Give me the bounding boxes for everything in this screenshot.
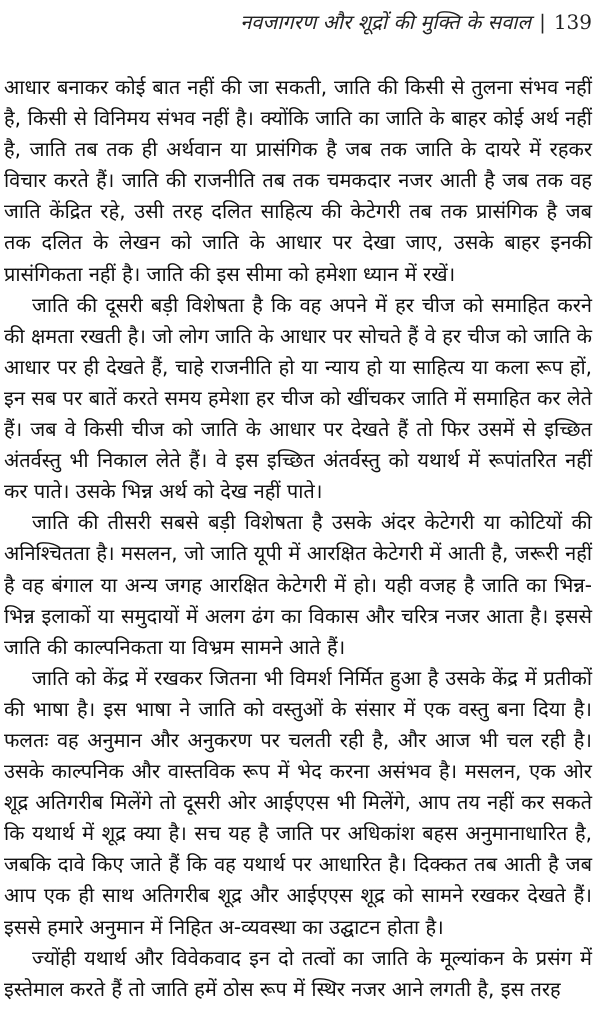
page-number: 139 <box>553 10 592 34</box>
running-head <box>4 8 592 48</box>
paragraph: ज्योंही यथार्थ और विवेकवाद इन दो तत्वों का जाति के मूल्यांकन के प्रसंग में इस्तेमाल करते हैं तो जाति हमें ठोस रूप में स्थिर नजर आने लगती है, इस तरह <box>4 945 592 1001</box>
paragraph: जाति को केंद्र में रखकर जितना भी विमर्श निर्मित हुआ है उसके केंद्र में प्रतीकों की भाषा है। इस भाषा ने जाति को वस्तुओं के संसार में एक वस्तु बना दिया है। फलतः वह अनुमान और अनुकरण पर चलती रही है, और आज भी चल रही है। उसके काल्पनिक और वास्तविक रूप में भेद करना असंभव है। मसलन, एक ओर शूद्र अतिगरीब मिलेंगे तो दूसरी ओर आईएएस भी मिलेंगे, आप तय नहीं कर सकते कि यथार्थ में शूद्र क्या है। सच यह है जाति पर अधिकांश बहस अनुमानाधारित है, जबकि दावे किए जाते हैं कि वह यथार्थ पर आधारित है। दिक्कत तब आती है जब आप एक ही साथ अतिगरीब शूद्र और आईएएस शूद्र को सामने रखकर देखते हैं। इससे हमारे अनुमान में निहित अ-व्यवस्था का उद्घाटन होता है। <box>4 665 592 939</box>
paragraph: जाति की तीसरी सबसे बड़ी विशेषता है उसके अंदर केटेगरी या कोटियों की अनिश्चितता है। मसलन, जो जाति यूपी में आरक्षित केटेगरी में आती है, जरूरी नहीं है वह बंगाल या अन्य जगह आरक्षित केटेगरी में हो। यही वजह है जाति का भिन्न-भिन्न इलाकों या समुदायों में अलग ढंग का विकास और चरित्र नजर आता है। इससे जाति की काल्पनिकता या विभ्रम सामने आते हैं। <box>4 510 592 659</box>
body-text <box>4 72 592 1005</box>
running-head-separator: | <box>539 10 546 34</box>
paragraph: जाति की दूसरी बड़ी विशेषता है कि वह अपने में हर चीज को समाहित करने की क्षमता रखती है। जो लोग जाति के आधार पर सोचते हैं वे हर चीज को जाति के आधार पर ही देखते हैं, चाहे राजनीति हो या न्याय हो या साहित्य या कला रूप हों, इन सब पर बातें करते समय हमेशा हर चीज को खींचकर जाति में समाहित कर लेते हैं। जब वे किसी चीज को जाति के आधार पर देखते हैं तो फिर उसमें से इच्छित अंतर्वस्तु भी निकाल लेते हैं। वे इस इच्छित अंतर्वस्तु को यथार्थ में रूपांतरित नहीं कर पाते। उसके भिन्न अर्थ को देख नहीं पाते। <box>4 292 592 504</box>
running-head-title: नवजागरण और शूद्रों की मुक्ति के सवाल <box>240 10 532 34</box>
paragraph-continued: आधार बनाकर कोई बात नहीं की जा सकती, जाति की किसी से तुलना संभव नहीं है, किसी से विनिमय संभव नहीं है। क्योंकि जाति का जाति के बाहर कोई अर्थ नहीं है, जाति तब तक ही अर्थवान या प्रासंगिक है जब तक जाति के दायरे में रहकर विचार करते हैं। जाति की राजनीति तब तक चमकदार नजर आती है जब तक वह जाति केंद्रित रहे, उसी तरह दलित साहित्य की केटेगरी तब तक प्रासंगिक है जब तक दलित के लेखन को जाति के आधार पर देखा जाए, उसके बाहर इनकी प्रासंगिकता नहीं है। जाति की इस सीमा को हमेशा ध्यान में रखें। <box>4 75 592 286</box>
